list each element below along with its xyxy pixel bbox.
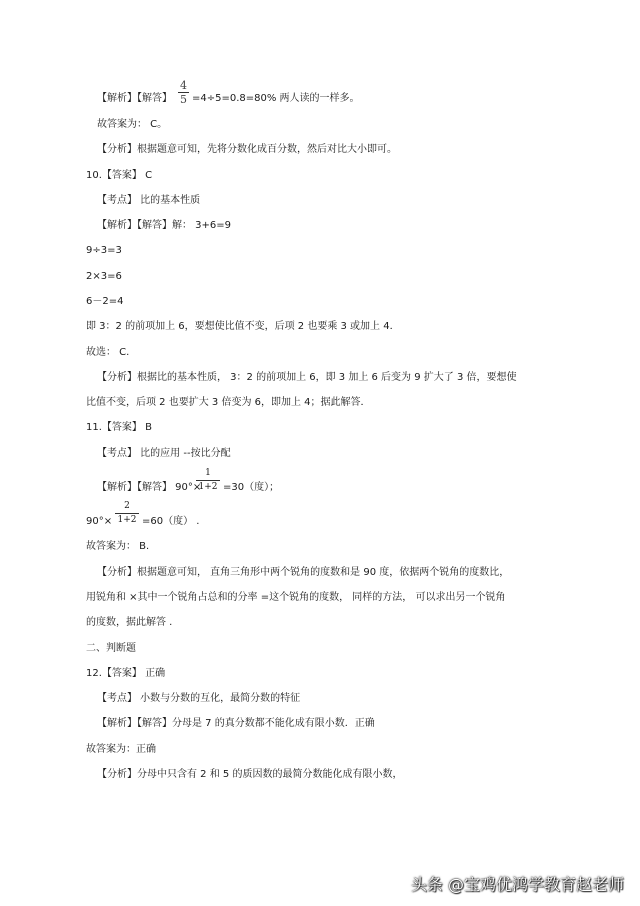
analysis-line-a: 【分析】根据比的基本性质， 3：2 的前项加上 6，即 3 加上 6 后变为 9 扩大了 3 倍，要想使 bbox=[97, 372, 517, 383]
fraction-denominator: 1+2 bbox=[117, 515, 137, 525]
analysis-line-c: 【分析】根据题意可知， 直角三角形中两个锐角的度数和是 90 度，依据两个锐角的度数比， bbox=[97, 567, 510, 578]
question-10-answer: 10.【答案】 C bbox=[86, 170, 153, 181]
fraction-bar bbox=[115, 513, 139, 514]
fraction-one-third bbox=[196, 468, 220, 493]
question-10-solution: 【解析】【解答】解： 3+6=9 bbox=[97, 220, 232, 231]
fraction-numerator: 4 bbox=[180, 79, 187, 92]
question-12-solution: 【解析】【解答】分母是 7 的真分数都不能化成有限小数．正确 bbox=[97, 718, 375, 729]
calc-line-3: 6－2=4 bbox=[86, 296, 124, 307]
analysis-line-e: 的度数，据此解答 . bbox=[86, 617, 173, 628]
section-heading-judgement: 二、判断题 bbox=[86, 643, 136, 654]
fraction-denominator: 1+2 bbox=[198, 482, 218, 492]
fraction-numerator: 1 bbox=[205, 468, 211, 478]
calc-line-fraction-suffix: =60（度） . bbox=[142, 516, 200, 527]
question-10-topic: 【考点】 比的基本性质 bbox=[97, 195, 201, 206]
calc-line-2: 2×3=6 bbox=[86, 271, 122, 282]
choice-line: 故选： C. bbox=[86, 347, 130, 358]
fraction-two-thirds bbox=[115, 501, 139, 526]
fraction-four-fifths bbox=[178, 80, 189, 105]
fraction-numerator: 2 bbox=[124, 501, 130, 511]
calc-line-1: 9÷3=3 bbox=[86, 245, 122, 256]
analysis-line-b: 比值不变，后项 2 也要扩大 3 倍变为 6，即加上 4；据此解答． bbox=[86, 397, 371, 408]
question-12-analysis: 【分析】分母中只含有 2 和 5 的质因数的最简分数能化成有限小数， bbox=[97, 769, 403, 780]
calc-line-fraction-prefix: 90°× bbox=[86, 516, 113, 527]
question-11-answer: 11.【答案】 B bbox=[86, 422, 152, 433]
answer-line-b: 故答案为： B. bbox=[86, 541, 150, 552]
watermark-text: 头条 @宝鸡优鸿学教育赵老师 bbox=[410, 875, 624, 894]
analysis-line-1-prefix: 【解析】【解答】 bbox=[97, 93, 172, 104]
answer-line-c: 故答案为： C。 bbox=[97, 119, 168, 130]
explanation-line: 即 3：2 的前项加上 6，要想使比值不变，后项 2 也要乘 3 或加上 4． bbox=[86, 321, 400, 332]
analysis-summary-line: 【分析】根据题意可知，先将分数化成百分数，然后对比大小即可。 bbox=[97, 144, 397, 155]
analysis-line-1-suffix: =4÷5=0.8=80% 两人读的一样多。 bbox=[192, 93, 360, 104]
question-12-topic: 【考点】 小数与分数的互化，最简分数的特征 bbox=[97, 693, 301, 704]
fraction-bar bbox=[196, 480, 220, 481]
analysis-line-d: 用锐角和 ×其中一个锐角占总和的分率 =这个锐角的度数， 同样的方法， 可以求出另一个锐角 bbox=[86, 592, 506, 603]
question-11-solution-suffix: =30（度）； bbox=[223, 482, 280, 493]
question-12-conclusion: 故答案为：正确 bbox=[86, 744, 156, 755]
question-12-answer: 12.【答案】 正确 bbox=[86, 668, 166, 679]
question-11-solution-prefix: 【解析】【解答】 90°× bbox=[97, 482, 202, 493]
fraction-denominator: 5 bbox=[180, 93, 187, 106]
question-11-topic: 【考点】 比的应用 --按比分配 bbox=[97, 448, 231, 459]
